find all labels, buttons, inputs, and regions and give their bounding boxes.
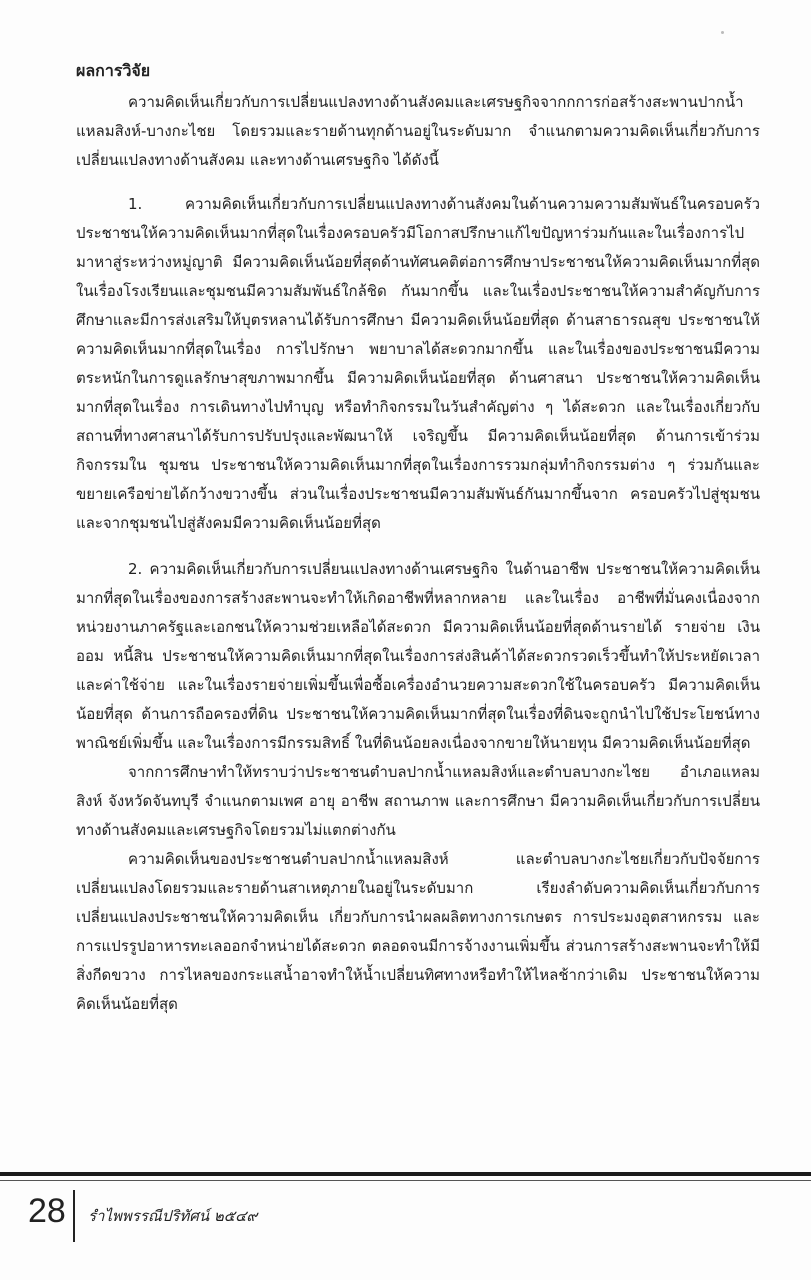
- intro-paragraph: ความคิดเห็นเกี่ยวกับการเปลี่ยนแปลงทางด้านสังคมและเศรษฐกิจจากกการก่อสร้างสะพานปากน้ำแหลมสิงห์-บางกะไชย โดยรวมและรายด้านทุกด้านอยู่ในระดับมาก จำแนกตามความคิดเห็นเกี่ยวกับการเปลี่ยนแปลงทางด้านสังคม และทางด้านเศรษฐกิจ ได้ดังนี้: [76, 93, 760, 169]
- page-footer: [0, 1184, 811, 1244]
- document-body: [76, 56, 760, 1019]
- journal-title: รำไพพรรณีปริทัศน์ ๒๕๔๙: [88, 1207, 258, 1225]
- demographic-comparison-paragraph: จากการศึกษาทำให้ทราบว่าประชาชนตำบลปากน้ำแหลมสิงห์และตำบลบางกะไชย อำเภอแหลมสิงห์ จังหวัดจันทบุรี จำแนกตามเพศ อายุ อาชีพ สถานภาพ และการศึกษา มีความคิดเห็นเกี่ยวกับการเปลี่ยนทางด้านสังคมและเศรษฐกิจโดยรวมไม่แตกต่างกัน: [76, 763, 760, 839]
- social-findings-paragraph: 1. ความคิดเห็นเกี่ยวกับการเปลี่ยนแปลงทางด้านสังคมในด้านความความสัมพันธ์ในครอบครัวประชาชนให้ความคิดเห็นมากที่สุดในเรื่องครอบครัวมีโอกาสปรึกษาแก้ไขปัญหาร่วมกันและในเรื่องการไปมาหาสู่ระหว่างหมู่ญาติ มีความคิดเห็นน้อยที่สุดด้านทัศนคติต่อการศึกษาประชาชนให้ความคิดเห็นมากที่สุดในเรื่องโรงเรียนและชุมชนมีความสัมพันธ์ใกล้ชิด กันมากขึ้น และในเรื่องประชาชนให้ความสำคัญกับการศึกษาและมีการส่งเสริมให้บุตรหลานได้รับการศึกษา มีความคิดเห็นน้อยที่สุด ด้านสาธารณสุข ประชาชนให้ความคิดเห็นมากที่สุดในเรื่อง การไปรักษา พยาบาลได้สะดวกมากขึ้น และในเรื่องของประชาชนมีความตระหนักในการดูแลรักษาสุขภาพมากขึ้น มีความคิดเห็นน้อยที่สุด ด้านศาสนา ประชาชนให้ความคิดเห็นมากที่สุดในเรื่อง การเดินทางไปทำบุญ หรือทำกิจกรรมในวันสำคัญต่าง ๆ ได้สะดวก และในเรื่องเกี่ยวกับสถานที่ทางศาสนาได้รับการปรับปรุงและพัฒนาให้ เจริญขึ้น มีความคิดเห็นน้อยที่สุด ด้านการเข้าร่วมกิจกรรมใน ชุมชน ประชาชนให้ความคิดเห็นมากที่สุดในเรื่องการรวมกลุ่มทำกิจกรรมต่าง ๆ ร่วมกันและขยายเครือข่ายได้กว้างขวางขึ้น ส่วนในเรื่องประชาชนมีความสัมพันธ์กันมากขึ้นจาก ครอบครัวไปสู่ชุมชน และจากชุมชนไปสู่สังคมมีความคิดเห็นน้อยที่สุด: [76, 195, 760, 532]
- scan-speck: [721, 31, 724, 34]
- change-factors-paragraph: ความคิดเห็นของประชาชนตำบลปากน้ำแหลมสิงห์ และตำบลบางกะไชยเกี่ยวกับปัจจัยการเปลี่ยนแปลงโดยรวมและรายด้านสาเหตุภายในอยู่ในระดับมาก เรียงลำดับความคิดเห็นเกี่ยวกับการเปลี่ยนแปลงประชาชนให้ความคิดเห็น เกี่ยวกับการนำผลผลิตทางการเกษตร การประมงอุตสาหกรรม และการแปรรูปอาหารทะเลออกจำหน่ายได้สะดวก ตลอดจนมีการจ้างงานเพิ่มขึ้น ส่วนการสร้างสะพานจะทำให้มีสิ่งกีดขวาง การไหลของกระแสน้ำอาจทำให้น้ำเปลี่ยนทิศทางหรือทำให้ไหลช้ากว่าเดิม ประชาชนให้ความคิดเห็นน้อยที่สุด: [76, 850, 760, 1013]
- footer-divider: [73, 1190, 75, 1242]
- section-title: ผลการวิจัย: [76, 61, 151, 80]
- economic-findings-paragraph: 2. ความคิดเห็นเกี่ยวกับการเปลี่ยนแปลงทางด้านเศรษฐกิจ ในด้านอาชีพ ประชาชนให้ความคิดเห็นมากที่สุดในเรื่องของการสร้างสะพานจะทำให้เกิดอาชีพที่หลากหลาย และในเรื่อง อาชีพที่มั่นคงเนื่องจากหน่วยงานภาครัฐและเอกชนให้ความช่วยเหลือได้สะดวก มีความคิดเห็นน้อยที่สุดด้านรายได้ รายจ่าย เงินออม หนี้สิน ประชาชนให้ความคิดเห็นมากที่สุดในเรื่องการส่งสินค้าได้สะดวกรวดเร็วขึ้นทำให้ประหยัดเวลาและค่าใช้จ่าย และในเรื่องรายจ่ายเพิ่มขึ้นเพื่อซื้อเครื่องอำนวยความสะดวกใช้ในครอบครัว มีความคิดเห็นน้อยที่สุด ด้านการถือครองที่ดิน ประชาชนให้ความคิดเห็นมากที่สุดในเรื่องที่ดินจะถูกนำไปใช้ประโยชน์ทางพาณิชย์เพิ่มขึ้น และในเรื่องการมีกรรมสิทธิ์ ในที่ดินน้อยลงเนื่องจากขายให้นายทุน มีความคิดเห็นน้อยที่สุด: [76, 560, 760, 752]
- footer-thin-rule: [0, 1180, 811, 1181]
- page-number: 28: [28, 1192, 66, 1230]
- footer-thick-rule: [0, 1172, 811, 1176]
